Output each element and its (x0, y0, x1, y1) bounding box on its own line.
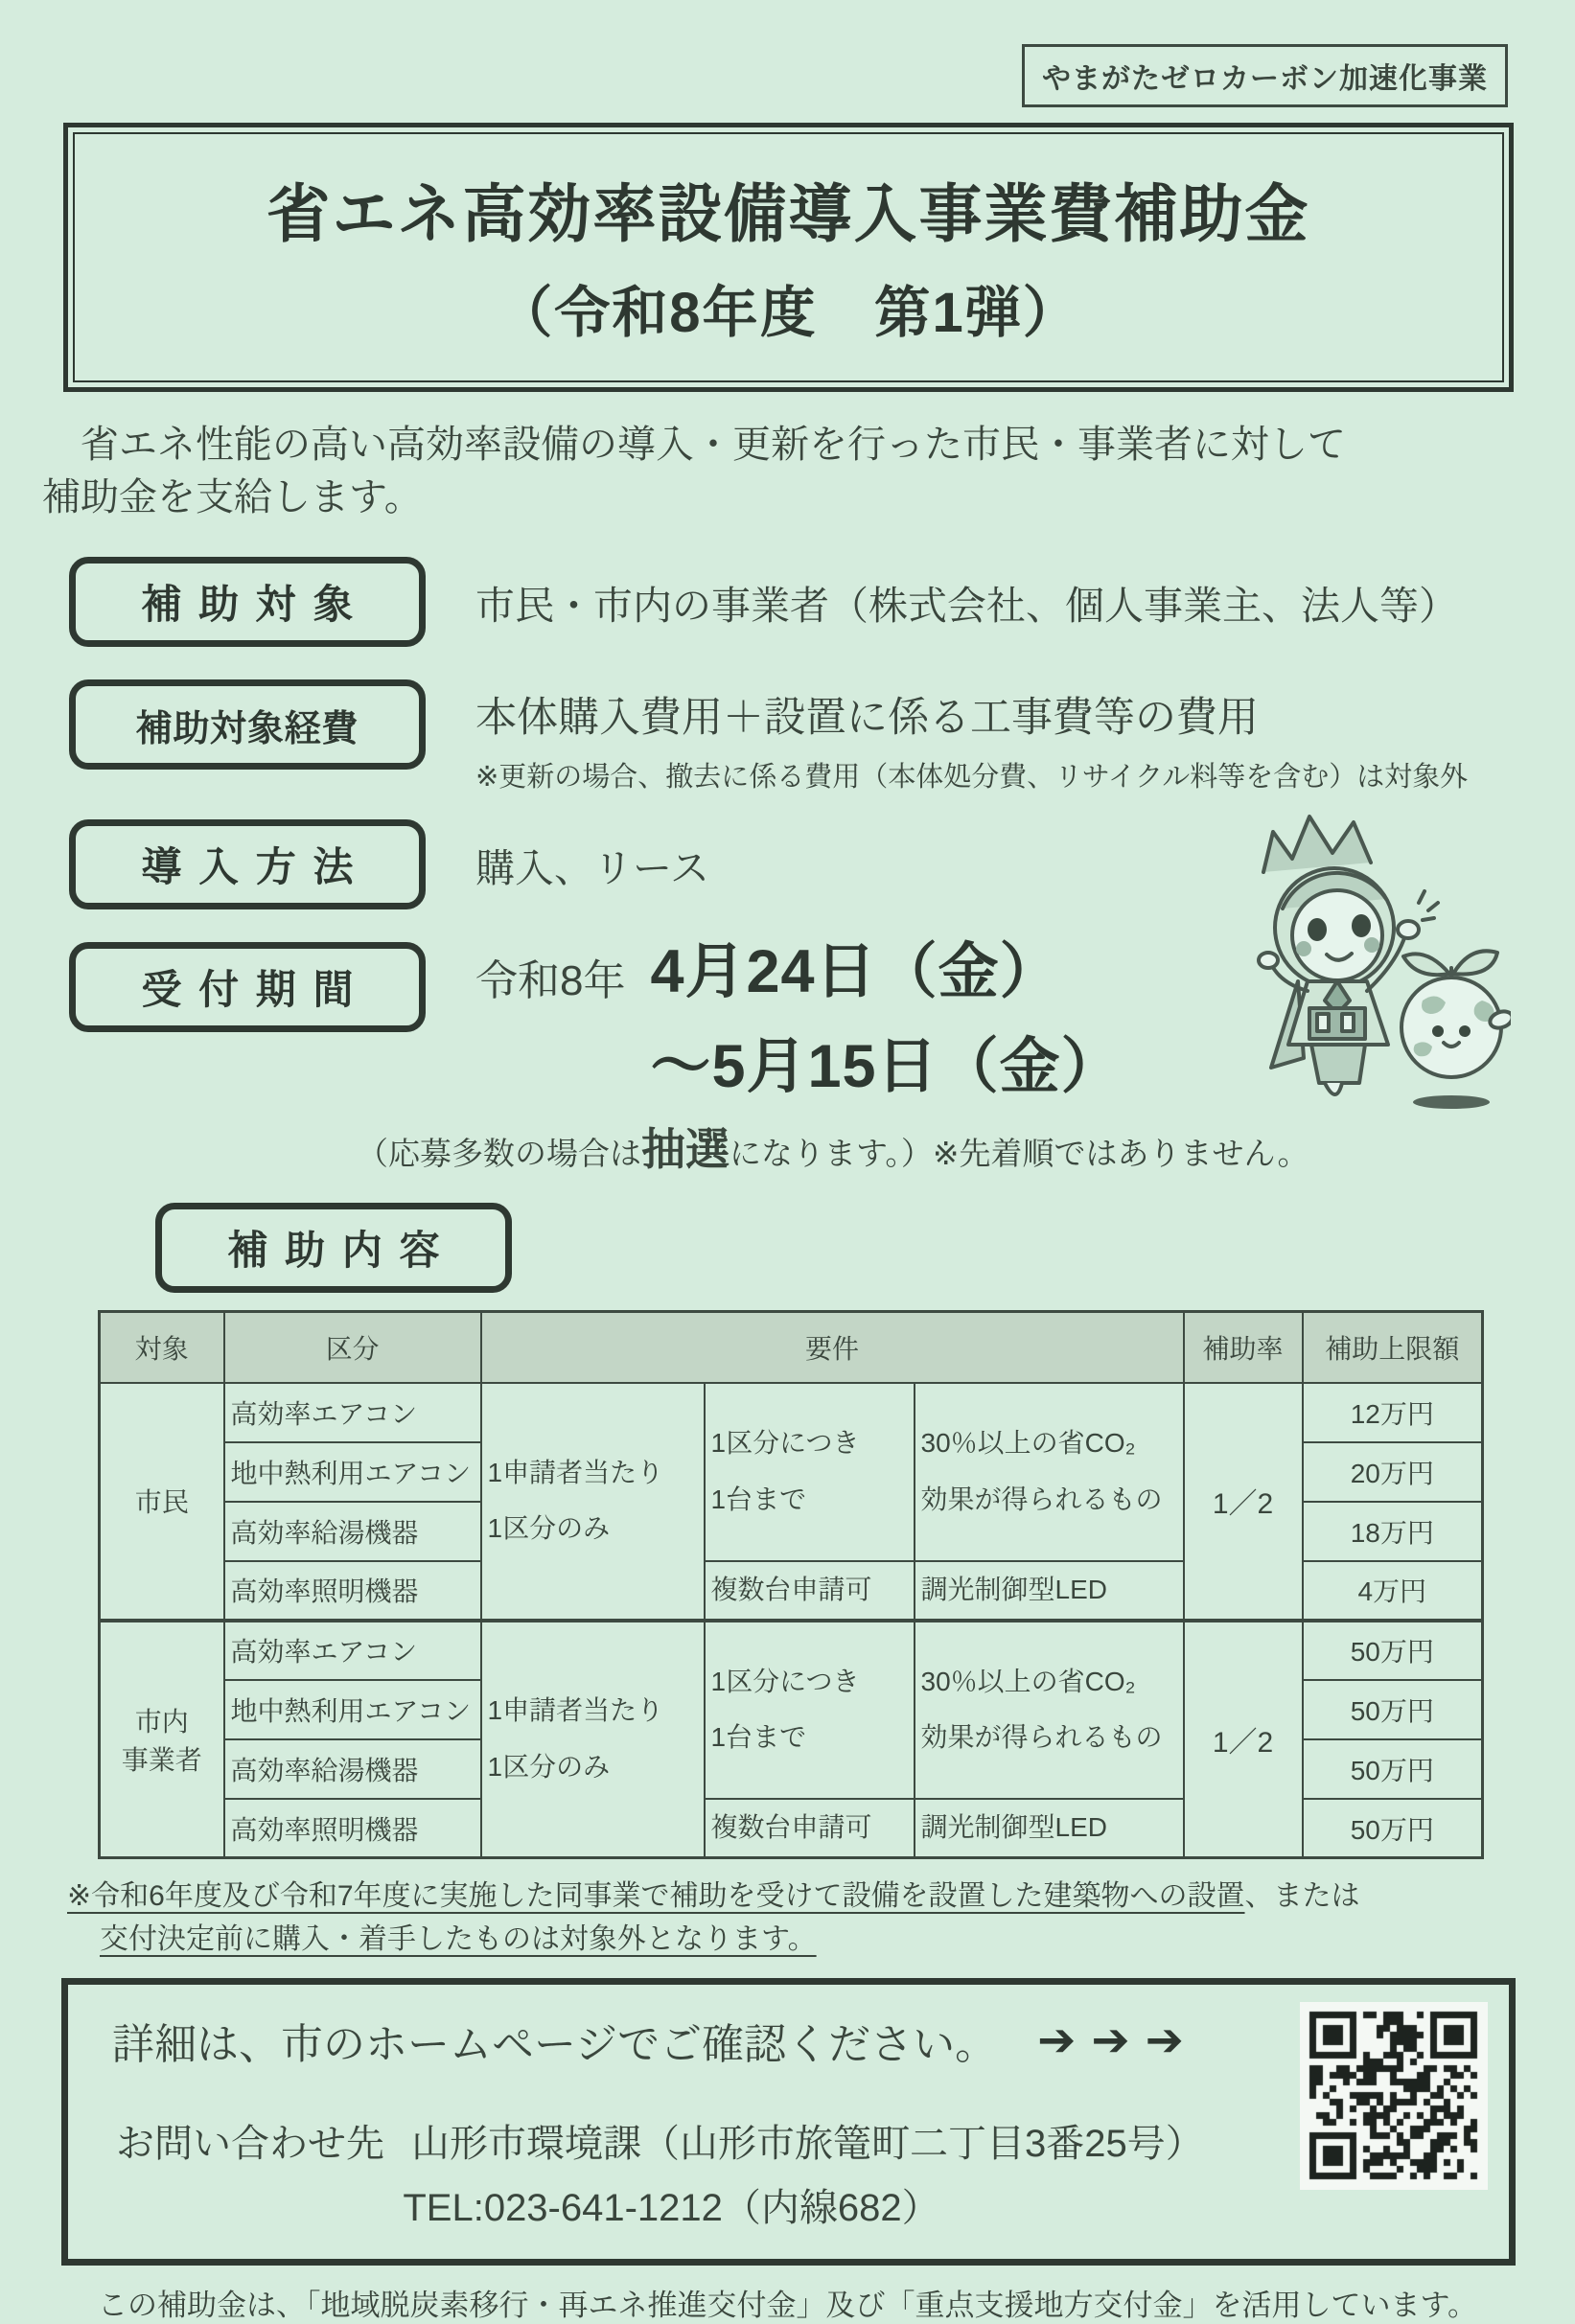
right-arrow-icon: ➔ (1091, 2015, 1130, 2067)
col-header-rate: 補助率 (1184, 1312, 1303, 1383)
label-application-period: 受付期間 (69, 942, 426, 1032)
row-subsidy-target (69, 557, 1575, 647)
program-badge: やまがたゼロカーボン加速化事業 (1022, 44, 1508, 107)
mascot-svg (1120, 803, 1511, 1121)
col-header-target: 対象 (100, 1312, 224, 1383)
right-arrow-icon: ➔ (1145, 2015, 1184, 2067)
co2-effect-line2: 効果が得られるもの (920, 1722, 1163, 1753)
footnote-line1-rest: 、または (1244, 1880, 1360, 1913)
period-date-from: 4月24日（金） (650, 938, 1061, 1006)
contact-box (61, 1978, 1516, 2266)
label-subsidy-target: 補助対象 (69, 557, 426, 647)
qr-code (1300, 2002, 1488, 2190)
cell-category: 高効率エアコン (224, 1621, 481, 1680)
row-eligible-expense (69, 679, 1575, 794)
period-era: 令和8年 (475, 957, 626, 1005)
col-header-requirements: 要件 (481, 1312, 1184, 1383)
cell-co2-effect (915, 1383, 1184, 1561)
col-header-category: 区分 (224, 1312, 481, 1383)
page-title: 省エネ高効率設備導入事業費補助金 (266, 178, 1310, 249)
cell-category: 高効率給湯機器 (224, 1502, 481, 1561)
row-subsidy-content (155, 1203, 1575, 1293)
target-line1: 市内 (134, 1707, 189, 1737)
cell-category: 高効率給湯機器 (224, 1739, 481, 1799)
cell-per-applicant (481, 1383, 705, 1621)
co2-effect-line2: 効果が得られるもの (920, 1484, 1163, 1514)
right-arrow-icon: ➔ (1037, 2015, 1077, 2067)
cell-multi-unit: 複数台申請可 (705, 1799, 915, 1858)
cell-rate: 1／2 (1184, 1383, 1303, 1621)
cell-target-citizen (100, 1383, 224, 1621)
intro-line2: 補助金を支給します。 (42, 476, 423, 519)
unit-limit-line1: 1区分につき (710, 1428, 860, 1459)
contact-address: 山形市環境課（山形市旅篭町二丁目3番25号） (411, 2123, 1204, 2166)
period-date-to: ～5月15日（金） (650, 1033, 1123, 1101)
footnote-line1-underlined: ※令和6年度及び令和7年度に実施した同事業で補助を受けて設備を設置した建築物への設置 (67, 1880, 1245, 1913)
cell-multi-unit: 複数台申請可 (705, 1561, 915, 1621)
cell-unit-limit (705, 1621, 915, 1799)
period-dates (650, 923, 1122, 1105)
eligible-expense-value: 本体購入費用＋設置に係る工事費等の費用 (475, 695, 1259, 742)
intro-text (42, 419, 1537, 524)
cell-max: 50万円 (1303, 1680, 1483, 1739)
table-row (100, 1621, 1483, 1680)
arrow-icons (1037, 2013, 1184, 2067)
footnote-line2 (67, 1918, 1517, 1961)
cell-category: 地中熱利用エアコン (224, 1680, 481, 1739)
cell-co2-effect (915, 1621, 1184, 1799)
cell-category: 高効率照明機器 (224, 1799, 481, 1858)
per-applicant-line2: 1区分のみ (487, 1752, 611, 1783)
cell-unit-limit (705, 1383, 915, 1561)
per-applicant-line1: 1申請者当たり (487, 1457, 664, 1487)
period-note-post: になります。）※先着順ではありません。 (730, 1136, 1309, 1172)
title-box (63, 123, 1514, 392)
contact-label: お問い合わせ先 (116, 2123, 384, 2166)
label-subsidy-content: 補助内容 (155, 1203, 512, 1293)
cell-category: 地中熱利用エアコン (224, 1442, 481, 1502)
footnote-line2-underlined: 交付決定前に購入・着手したものは対象外となります。 (100, 1923, 817, 1956)
eligible-expense-note: ※更新の場合、撤去に係る費用（本体処分費、リサイクル料等を含む）は対象外 (475, 762, 1469, 794)
unit-limit-line2: 1台まで (710, 1722, 807, 1753)
title-box-inner (73, 132, 1504, 382)
table-row (100, 1383, 1483, 1442)
label-eligible-expense: 補助対象経費 (69, 679, 426, 770)
cell-max: 4万円 (1303, 1561, 1483, 1621)
cell-max: 50万円 (1303, 1621, 1483, 1680)
period-note-pre: （応募多数の場合は (357, 1136, 641, 1172)
footnote-line1 (67, 1875, 1517, 1918)
cell-max: 20万円 (1303, 1442, 1483, 1502)
mascot-illustration (1120, 803, 1511, 1121)
subsidy-target-value: 市民・市内の事業者（株式会社、個人事業主、法人等） (475, 583, 1458, 628)
table-header-row (100, 1312, 1483, 1383)
co2-effect-line1: 30％以上の省CO₂ (920, 1428, 1136, 1459)
per-applicant-line2: 1区分のみ (487, 1513, 611, 1544)
install-method-value: 購入、リース (475, 845, 709, 890)
cell-max: 12万円 (1303, 1383, 1483, 1442)
target-line1: 市民 (134, 1487, 189, 1518)
intro-line1: 省エネ性能の高い高効率設備の導入・更新を行った市民・事業者に対して (81, 424, 1346, 466)
page-subtitle: （令和8年度 第1弾） (497, 282, 1080, 344)
cell-led: 調光制御型LED (915, 1561, 1184, 1621)
period-note-lottery: 抽選 (641, 1124, 730, 1175)
cell-rate: 1／2 (1184, 1621, 1303, 1858)
cell-target-business (100, 1621, 224, 1858)
contact-headline-text: 詳細は、市のホームページでご確認ください。 (112, 2021, 998, 2069)
cell-max: 18万円 (1303, 1502, 1483, 1561)
badge-row (0, 44, 1575, 107)
contact-headline (112, 2010, 1231, 2071)
label-install-method: 導入方法 (69, 819, 426, 909)
funding-note: この補助金は、「地域脱炭素移行・再エネ推進交付金」及び「重点支援地方交付金」を活用しています。 (97, 2289, 1477, 2323)
target-line2: 事業者 (121, 1745, 202, 1776)
eligible-expense-content (475, 679, 1468, 794)
co2-effect-line1: 30％以上の省CO₂ (920, 1666, 1136, 1696)
cell-max: 50万円 (1303, 1739, 1483, 1799)
application-period-value (475, 923, 1123, 1105)
per-applicant-line1: 1申請者当たり (487, 1695, 664, 1726)
cell-led: 調光制御型LED (915, 1799, 1184, 1858)
cell-category: 高効率照明機器 (224, 1561, 481, 1621)
subsidy-table (98, 1310, 1484, 1859)
contact-address-line (112, 2113, 1231, 2168)
unit-limit-line2: 1台まで (710, 1484, 807, 1514)
contact-phone: TEL:023-641-1212（内線682） (403, 2187, 940, 2230)
period-note (357, 1115, 1575, 1178)
unit-limit-line1: 1区分につき (710, 1666, 860, 1696)
cell-max: 50万円 (1303, 1799, 1483, 1858)
cell-category: 高効率エアコン (224, 1383, 481, 1442)
table-footnote (67, 1875, 1517, 1961)
cell-per-applicant (481, 1621, 705, 1858)
col-header-max: 補助上限額 (1303, 1312, 1483, 1383)
